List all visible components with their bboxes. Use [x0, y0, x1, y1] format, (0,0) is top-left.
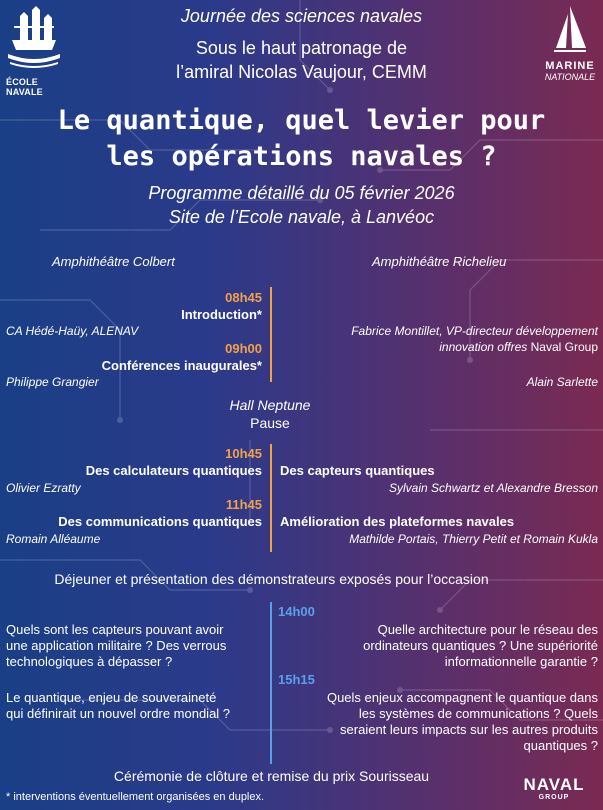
- pause-label: Pause: [250, 415, 290, 431]
- program-date: Programme détaillé du 05 février 2026: [148, 183, 455, 203]
- speaker-calculateurs: Olivier Ezratty: [6, 481, 81, 495]
- session-plateformes: Amélioration des plateformes navales: [280, 514, 515, 529]
- pause-place: Hall Neptune: [229, 397, 311, 413]
- question-communications: [280, 690, 598, 754]
- time-1145: 11h45: [225, 497, 262, 512]
- time-0900: 09h00: [225, 341, 262, 356]
- time-1515: 15h15: [278, 672, 315, 687]
- ecole-logo-text: ÉCOLE NAVALE: [6, 77, 43, 97]
- program-site: Site de l’Ecole navale, à Lanvéoc: [168, 207, 435, 227]
- question-capteurs-line-2: une application militaire ? Des verrous: [6, 638, 227, 653]
- question-communications-line-1: Quels enjeux accompagnent le quantique dans: [326, 690, 598, 705]
- time-0845: 08h45: [225, 290, 262, 305]
- patronage-line-1: Sous le haut patronage de: [195, 38, 408, 58]
- session-conferences: Conférences inaugurales*: [101, 358, 262, 373]
- question-architecture: [280, 622, 598, 670]
- naval-logo-sub: GROUP: [538, 794, 570, 801]
- question-communications-line-3: seraient leurs impacts sur les autres produits: [340, 722, 598, 737]
- question-architecture-line-1: Quelle architecture pour le réseau des: [377, 622, 598, 637]
- event-name: Journée des sciences navales: [180, 6, 423, 26]
- question-souverainete-line-1: Le quantique, enjeu de souveraineté: [6, 690, 217, 705]
- question-capteurs: [6, 622, 226, 670]
- ship-icon: [6, 6, 62, 72]
- venue-colbert: Amphithéâtre Colbert: [52, 254, 175, 269]
- speaker-intro-left: CA Hédé-Haüy, ALENAV: [6, 324, 139, 338]
- speaker-intro-right-2a: innovation offres: [439, 340, 531, 354]
- lunch-line: Déjeuner et présentation des démonstrateurs exposés pour l’occasion: [54, 571, 489, 587]
- speaker-intro-right-2: [280, 340, 598, 355]
- question-souverainete: [6, 690, 230, 722]
- session-capteurs: Des capteurs quantiques: [280, 463, 435, 478]
- timeline-sessions: [270, 444, 272, 552]
- speaker-intro-right-1: Fabrice Montillet, VP-directeur développement: [351, 324, 598, 338]
- sail-icon: [550, 4, 590, 56]
- footnote: * interventions éventuellement organisées en duplex.: [6, 791, 265, 803]
- speaker-capteurs: Sylvain Schwartz et Alexandre Bresson: [389, 481, 598, 495]
- question-capteurs-line-1: Quels sont les capteurs pouvant avoir: [6, 622, 224, 637]
- marine-nationale-logo: [540, 4, 600, 84]
- session-communications: Des communications quantiques: [58, 514, 262, 529]
- speaker-communications: Romain Alléaume: [6, 532, 101, 546]
- closing-ceremony: Cérémonie de clôture et remise du prix Sourisseau: [113, 768, 430, 784]
- ecole-navale-logo: [6, 6, 62, 97]
- marine-logo-text-2: NATIONALE: [544, 72, 596, 82]
- question-architecture-line-3: informationnelle garantie ?: [444, 654, 598, 669]
- time-1045: 10h45: [225, 446, 262, 461]
- question-souverainete-line-2: qui définirait un nouvel ordre mondial ?: [6, 706, 231, 721]
- main-title-line-1: Le quantique, quel levier pour: [57, 105, 546, 136]
- timeline-morning: [270, 287, 272, 382]
- question-capteurs-line-3: technologiques à dépasser ?: [6, 654, 173, 669]
- speaker-plateformes: Mathilde Portais, Thierry Petit et Romain Kukla: [349, 532, 598, 546]
- question-architecture-line-2: ordinateurs quantiques ? Une supériorité: [363, 638, 598, 653]
- speaker-conf-left: Philippe Grangier: [6, 375, 99, 389]
- session-calculateurs: Des calculateurs quantiques: [85, 463, 262, 478]
- question-communications-line-2: les systèmes de communications ? Quels: [358, 706, 598, 721]
- session-introduction: Introduction*: [181, 307, 262, 322]
- venue-richelieu: Amphithéâtre Richelieu: [372, 254, 507, 269]
- speaker-intro-right-2b: Naval Group: [530, 340, 598, 354]
- naval-group-logo: [510, 776, 598, 808]
- patronage-line-2: l’amiral Nicolas Vaujour, CEMM: [176, 62, 427, 82]
- speaker-conf-right: Alain Sarlette: [526, 375, 598, 389]
- time-1400: 14h00: [278, 604, 315, 619]
- naval-logo-text: NAVAL: [523, 775, 585, 794]
- question-communications-line-4: quantiques ?: [523, 738, 598, 753]
- main-title-line-2: les opérations navales ?: [106, 141, 497, 172]
- marine-logo-text-1: MARINE: [545, 60, 595, 72]
- timeline-afternoon: [270, 602, 272, 764]
